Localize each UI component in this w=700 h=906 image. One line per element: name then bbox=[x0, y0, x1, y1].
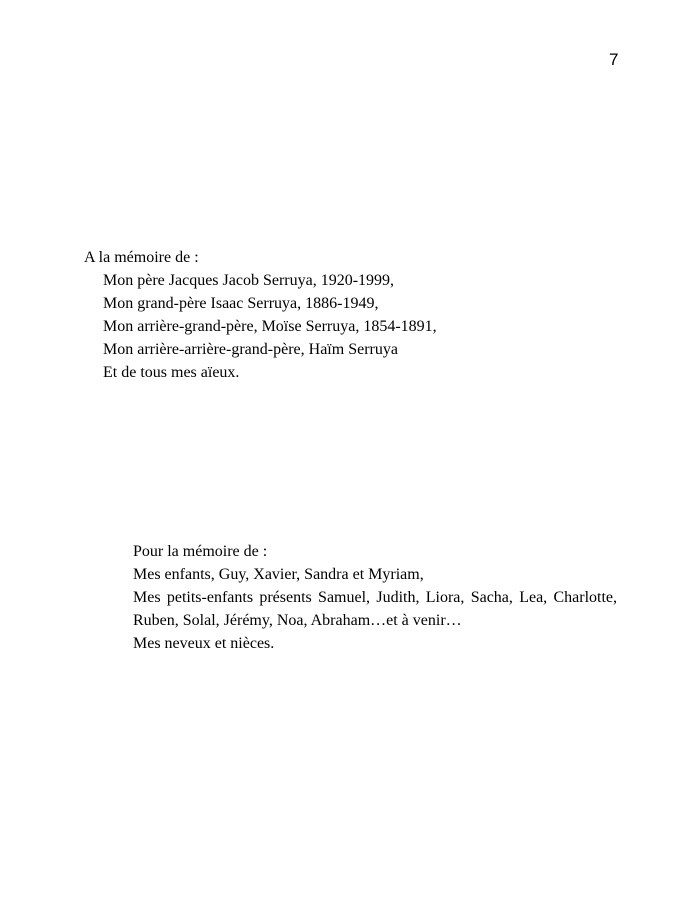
dedication-ancestors-heading: A la mémoire de : bbox=[84, 249, 199, 266]
dedication-line-great-great-grandfather: Mon arrière-arrière-grand-père, Haïm Serruya bbox=[103, 341, 398, 358]
dedication-line-nephews: Mes neveux et nièces. bbox=[133, 635, 275, 652]
dedication-line-father: Mon père Jacques Jacob Serruya, 1920-1999, bbox=[103, 272, 395, 289]
dedication-line-ancestors: Et de tous mes aïeux. bbox=[103, 364, 240, 381]
dedication-line-children: Mes enfants, Guy, Xavier, Sandra et Myriam, bbox=[133, 566, 424, 583]
page-number: 7 bbox=[609, 50, 619, 69]
dedication-line-great-grandfather: Mon arrière-grand-père, Moïse Serruya, 1854-1891, bbox=[103, 318, 437, 335]
dedication-line-grandchildren: Mes petits-enfants présents Samuel, Judith, Liora, Sacha, Lea, Charlotte, Ruben, Solal, Jérémy, Noa, Abraham…et à venir… bbox=[133, 589, 617, 629]
dedication-line-grandfather: Mon grand-père Isaac Serruya, 1886-1949, bbox=[103, 295, 379, 312]
dedication-ancestors bbox=[84, 246, 604, 384]
dedication-descendants bbox=[133, 540, 617, 655]
dedication-descendants-heading: Pour la mémoire de : bbox=[133, 543, 268, 560]
